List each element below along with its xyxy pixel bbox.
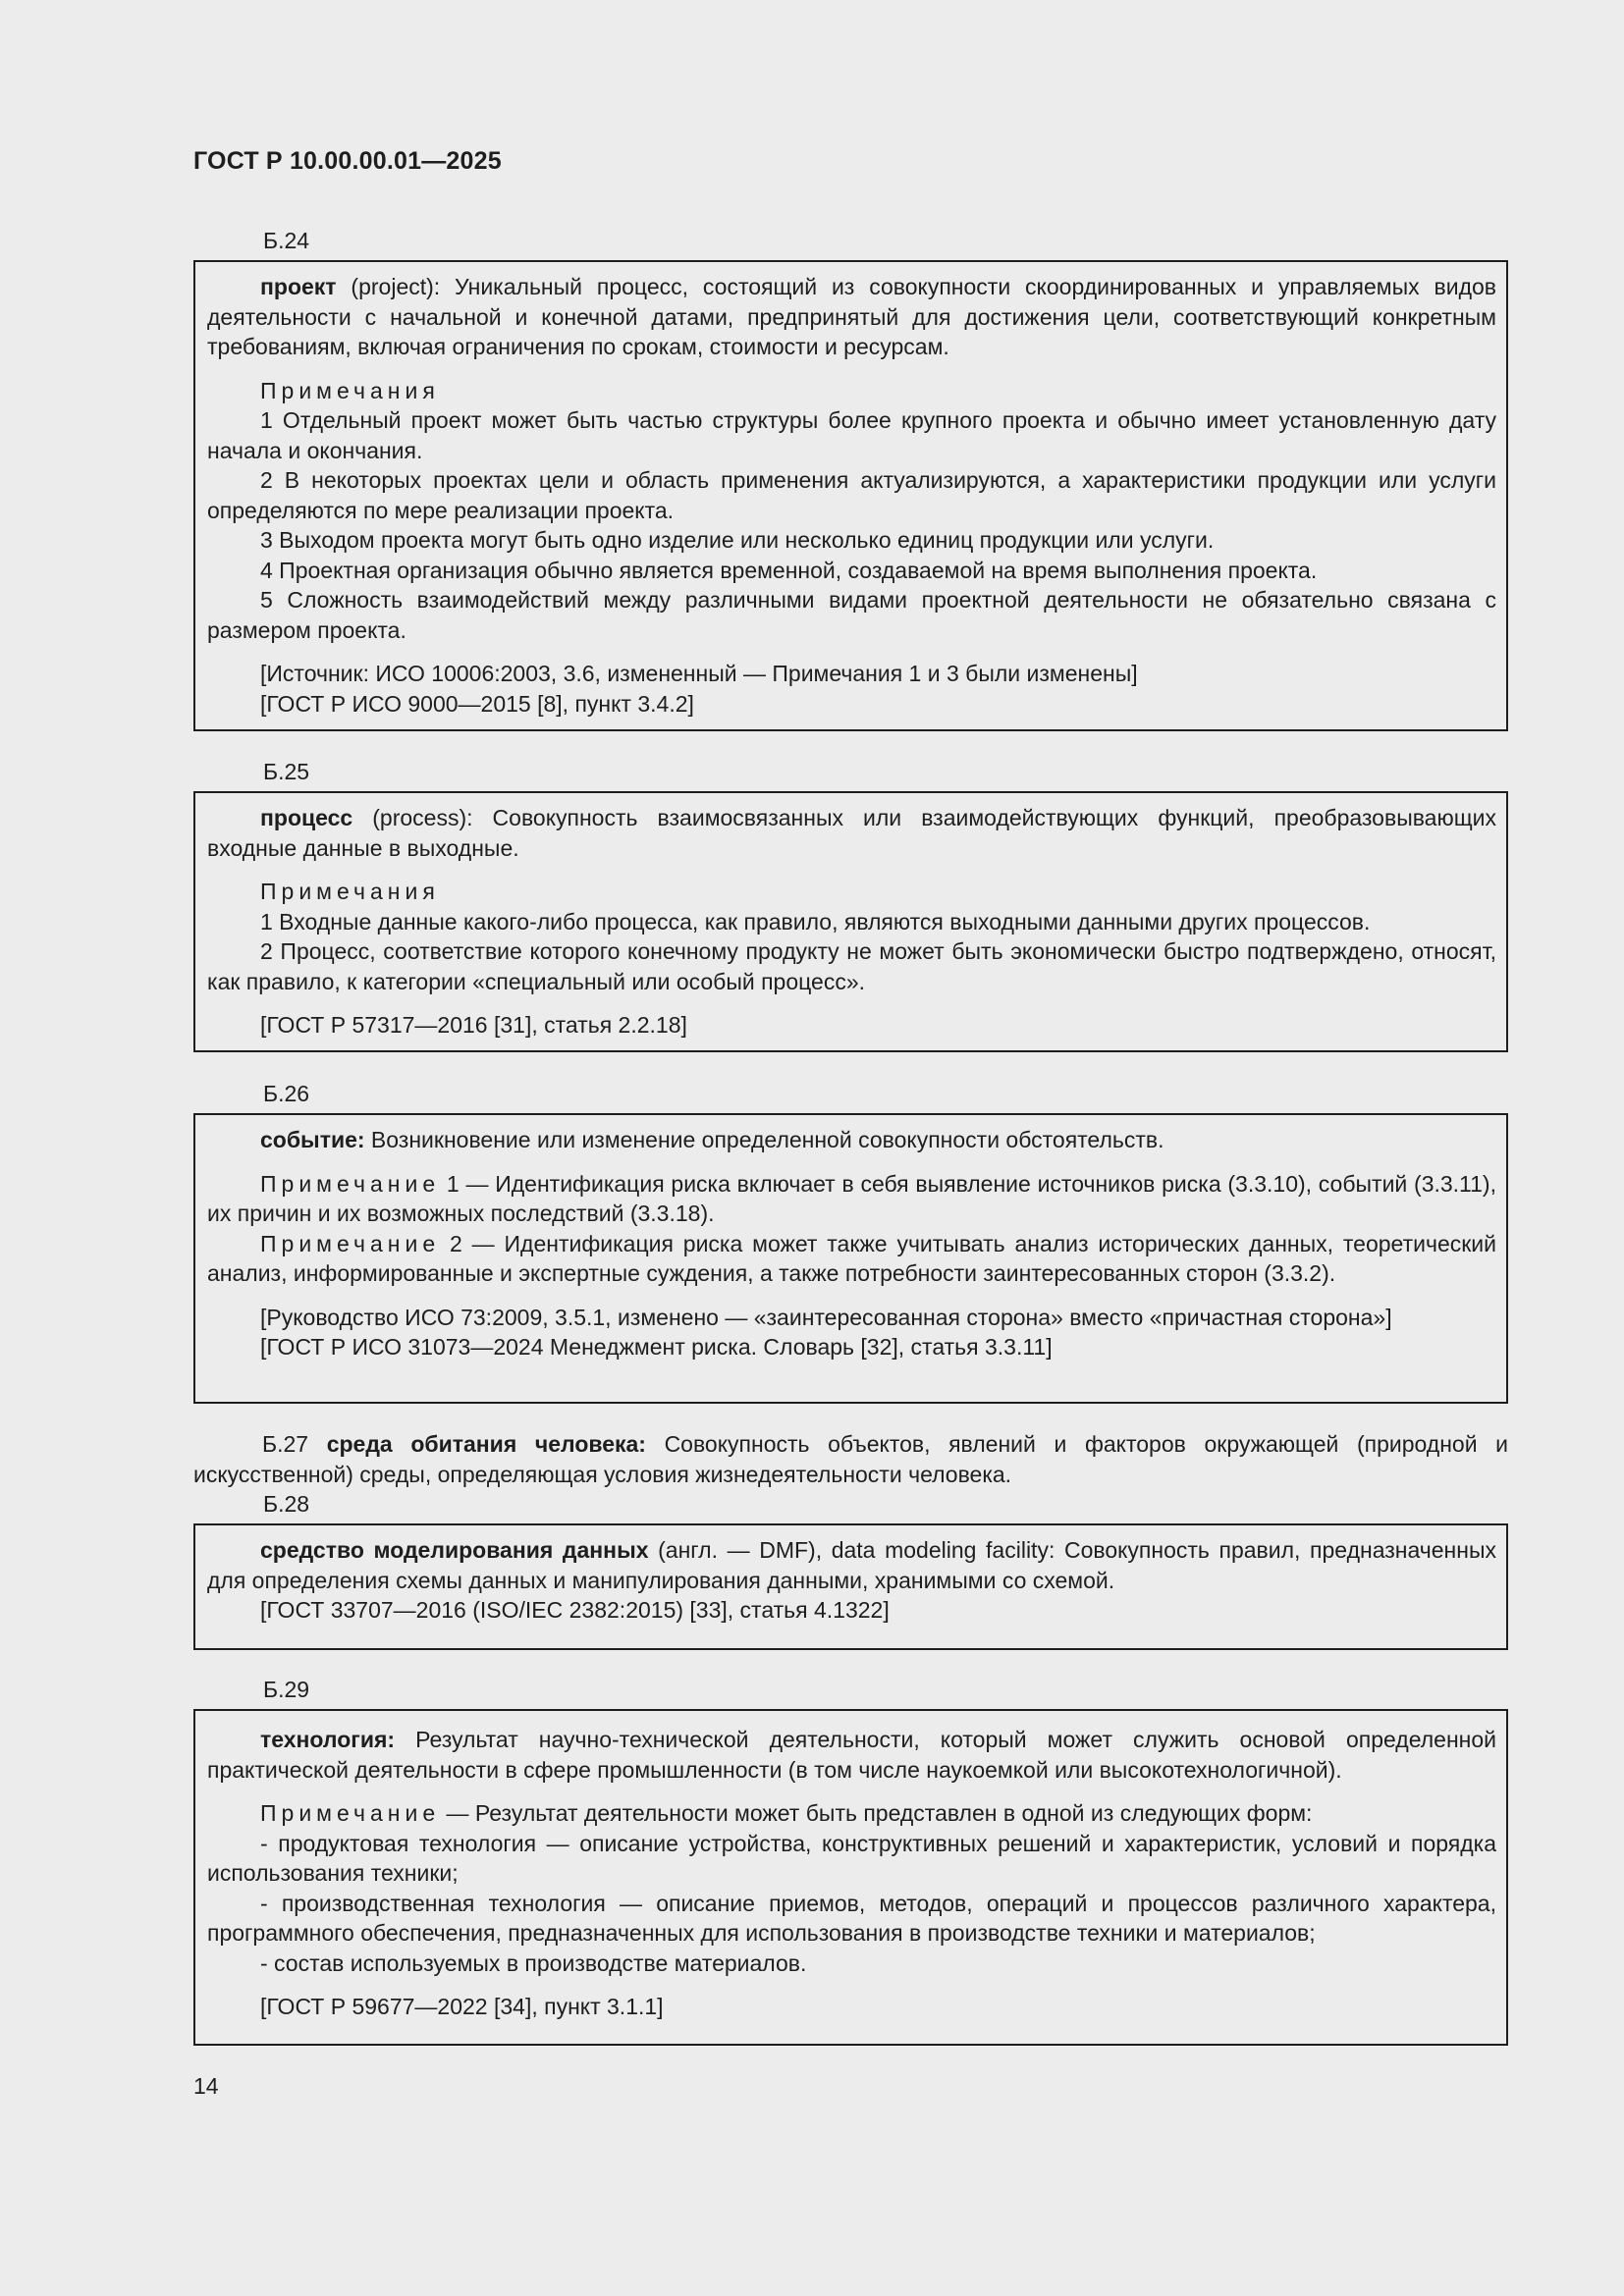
document-header: ГОСТ Р 10.00.00.01—2025: [193, 147, 502, 175]
note-1: 1 Отдельный проект может быть частью структуры более крупного проекта и обычно имеет установленную дату начала и окончания.: [207, 407, 1496, 463]
definition: [207, 272, 1496, 362]
notes-title: Примечания: [260, 879, 440, 904]
note-word: Примечание: [260, 1230, 441, 1256]
entry-label-b28: Б.28: [263, 1491, 310, 1517]
note-2: 2 В некоторых проектах цели и область применения актуализируются, а характеристики продукции или услуги определяются по мере реализации проекта.: [207, 467, 1496, 523]
entry-box-b24: [193, 260, 1508, 731]
definition-text: Результат научно-технической деятельности, который может служить основой определенной практической деятельности в сфере промышленности (в том числе наукоемкой или высокотехнологичной).: [207, 1727, 1496, 1783]
entry-label-b24: Б.24: [263, 228, 310, 253]
source-1: [ГОСТ Р 57317—2016 [31], статья 2.2.18]: [260, 1012, 687, 1038]
entry-b27: [193, 1429, 1508, 1489]
definition: [207, 1725, 1496, 1785]
note-1: [207, 1169, 1496, 1229]
entry-label-b27: Б.27: [262, 1431, 309, 1457]
entry-box-b25: [193, 791, 1508, 1052]
definition-text: (project): Уникальный процесс, состоящий из совокупности скоординированных и управляемых видов деятельности с начальной и конечной датами, предпринятый для достижения цели, соответствующий конкретным требованиям, включая ограничения по срокам, стоимости и ресурсам.: [207, 274, 1496, 359]
source-2: [ГОСТ Р ИСО 9000—2015 [8], пункт 3.4.2]: [260, 690, 694, 717]
term: среда обитания человека:: [326, 1431, 646, 1457]
list-item-2: - производственная технология — описание приемов, методов, операций и процессов различного характера, программного обеспечения, предназначенных для использования в производстве техники и материалов;: [207, 1890, 1496, 1946]
term: событие:: [260, 1127, 365, 1152]
definition-text: (process): Совокупность взаимосвязанных или взаимодействующих функций, преобразовывающих входные данные в выходные.: [207, 805, 1496, 861]
list-item-1: - продуктовая технология — описание устройства, конструктивных решений и характеристик, условий и порядка использования техники;: [207, 1830, 1496, 1886]
term: средство моделирования данных: [260, 1537, 649, 1563]
definition: [207, 1535, 1496, 1595]
source-1: [ГОСТ Р 59677—2022 [34], пункт 3.1.1]: [260, 1994, 664, 2019]
entry-label-b26: Б.26: [263, 1081, 310, 1106]
note-2: [207, 1229, 1496, 1289]
term: процесс: [260, 805, 353, 830]
note-text: 2 — Идентификация риска может также учитывать анализ исторических данных, теоретический анализ, информированные и экспертные суждения, а также потребности заинтересованных сторон (3.3.2).: [207, 1230, 1496, 1286]
list-item-3: - состав используемых в производстве материалов.: [260, 1949, 807, 1976]
note-4: 4 Проектная организация обычно является временной, создаваемой на время выполнения проекта.: [260, 557, 1318, 583]
entry-box-b29: [193, 1709, 1508, 2046]
term: технология:: [260, 1727, 396, 1752]
source-2: [ГОСТ Р ИСО 31073—2024 Менеджмент риска. Словарь [32], статья 3.3.11]: [260, 1334, 1053, 1360]
entry-box-b28: [193, 1523, 1508, 1650]
source-1: [ГОСТ 33707—2016 (ISO/IEC 2382:2015) [33], статья 4.1322]: [260, 1597, 890, 1623]
definition-text: (англ. — DMF), data modeling facility: Совокупность правил, предназначенных для определения схемы данных и манипулирования данными, хранимыми со схемой.: [207, 1537, 1496, 1593]
note-word: Примечание: [260, 1170, 441, 1197]
note-text: 1 — Идентификация риска включает в себя выявление источников риска (3.3.10), событий (3.3.11), их причин и их возможных последствий (3.3.18).: [207, 1170, 1496, 1226]
note-1: 1 Входные данные какого-либо процесса, как правило, являются выходными данными других процессов.: [260, 908, 1371, 934]
definition: [207, 803, 1496, 863]
note: [207, 1798, 1496, 1829]
note-3: 3 Выходом проекта могут быть одно изделие или несколько единиц продукции или услуги.: [260, 527, 1215, 553]
definition-text: Возникновение или изменение определенной совокупности обстоятельств.: [364, 1127, 1164, 1152]
note-5: 5 Сложность взаимодействий между различными видами проектной деятельности не обязательно связана с размером проекта.: [207, 587, 1496, 643]
notes-title: Примечания: [260, 377, 440, 403]
note-text: — Результат деятельности может быть представлен в одной из следующих форм:: [440, 1800, 1313, 1826]
entry-label-b25: Б.25: [263, 759, 310, 784]
entry-label-b29: Б.29: [263, 1677, 310, 1702]
note-2: 2 Процесс, соответствие которого конечному продукту не может быть экономически быстро подтверждено, относят, как правило, к категории «специальный или особый процесс».: [207, 938, 1496, 994]
definition: [207, 1125, 1496, 1155]
definition-text: Совокупность объектов, явлений и факторов окружающей (природной и искусственной) среды, определяющая условия жизнедеятельности человека.: [193, 1431, 1509, 1487]
source-1: [Руководство ИСО 73:2009, 3.5.1, изменено — «заинтересованная сторона» вместо «причастная сторона»]: [260, 1304, 1392, 1330]
term: проект: [260, 274, 337, 299]
entry-box-b26: [193, 1113, 1508, 1404]
note-word: Примечание: [260, 1800, 441, 1826]
page-number: 14: [193, 2073, 219, 2099]
source-1: [Источник: ИСО 10006:2003, 3.6, измененный — Примечания 1 и 3 были изменены]: [260, 661, 1138, 686]
